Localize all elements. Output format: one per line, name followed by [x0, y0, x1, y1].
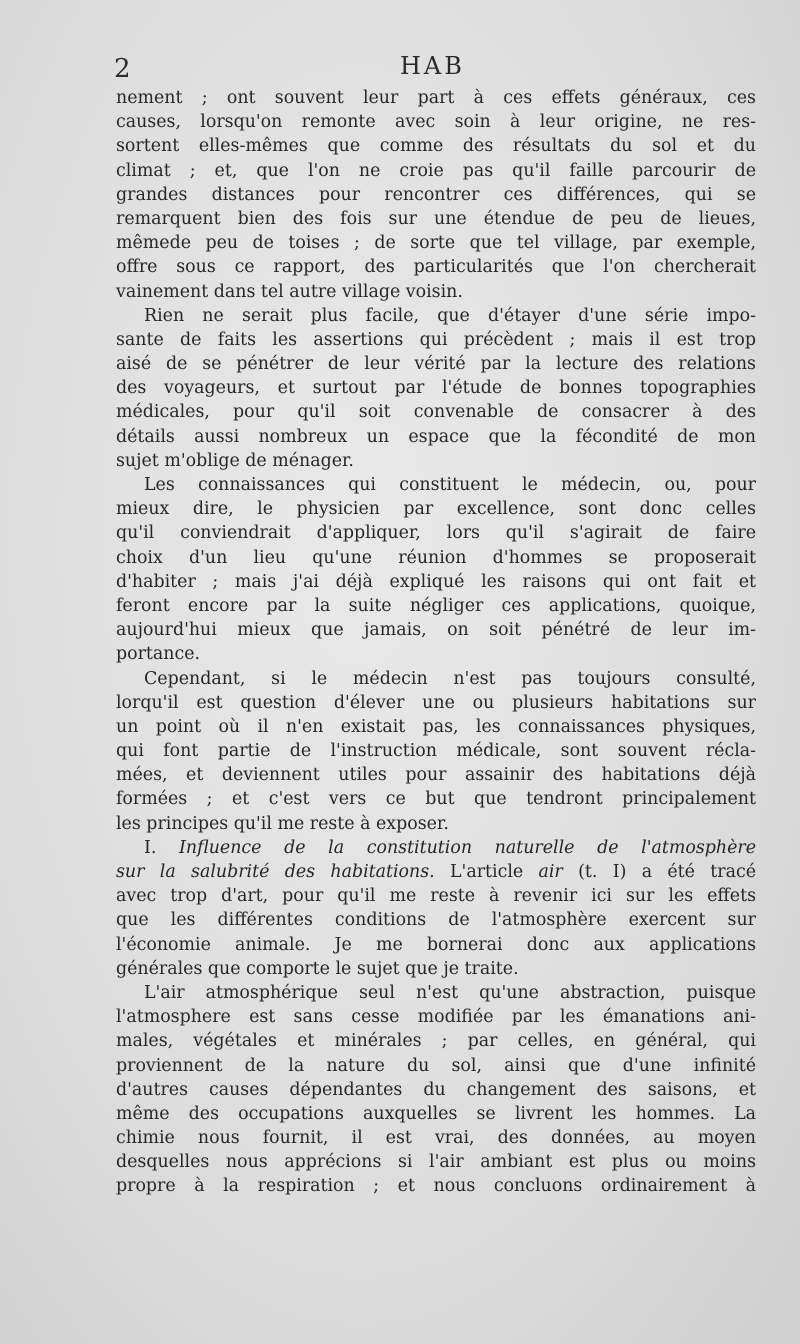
body-text: [116, 86, 756, 1199]
text-line: mées, et deviennent utiles pour assainir des habitations déjà: [116, 765, 756, 786]
text-line: détails aussi nombreux un espace que la fécondité de mon: [116, 426, 756, 447]
text-line: que les différentes conditions de l'atmosphère exercent sur: [116, 910, 756, 931]
italic-text: air: [538, 862, 563, 882]
text-line: mêmede peu de toises ; de sorte que tel village, par exemple,: [116, 233, 756, 254]
text-line: nement ; ont souvent leur part à ces effets généraux, ces: [116, 88, 756, 108]
text-line: proviennent de la nature du sol, ainsi que d'une infinité: [116, 1055, 756, 1076]
text-line: même des occupations auxquelles se livrent les hommes. La: [116, 1103, 756, 1124]
text-line: formées ; et c'est vers ce but que tendront principalement: [116, 789, 756, 810]
text-line: remarquent bien des fois sur une étendue de peu de lieues,: [116, 208, 756, 229]
text-line: sortent elles-mêmes que comme des résultats du sol et du: [116, 136, 756, 157]
text-line: d'autres causes dépendantes du changement des saisons, et: [116, 1079, 756, 1100]
text-line: qu'il conviendrait d'appliquer, lors qu'il s'agirait de faire: [116, 523, 756, 544]
text-line: un point où il n'en existait pas, les connaissances physiques,: [116, 716, 756, 737]
text-line: aisé de se pénétrer de leur vérité par la lecture des relations: [116, 354, 756, 375]
text-line: choix d'un lieu qu'une réunion d'hommes se proposerait: [116, 547, 756, 568]
text-line: L'air atmosphérique seul n'est qu'une abstraction, puisque: [144, 982, 756, 1003]
text-line: d'habiter ; mais j'ai déjà expliqué les raisons qui ont fait et: [116, 571, 756, 592]
text-line: feront encore par la suite négliger ces applications, quoique,: [116, 595, 756, 616]
text-line: grandes distances pour rencontrer ces différences, qui se: [116, 184, 756, 205]
text-line: avec trop d'art, pour qu'il me reste à revenir ici sur les effets: [116, 886, 756, 907]
text-line: climat ; et, que l'on ne croie pas qu'il faille parcourir de: [116, 160, 756, 181]
text-line: médicales, pour qu'il soit convenable de consacrer à des: [116, 402, 756, 423]
page-number: 2: [114, 54, 132, 84]
text-line: vainement dans tel autre village voisin.: [116, 281, 463, 302]
text-line: des voyageurs, et surtout par l'étude de bonnes topographies: [116, 378, 756, 399]
text-line: sante de faits les assertions qui précèdent ; mais il est trop: [116, 329, 756, 350]
text-line: propre à la respiration ; et nous concluons ordinairement à: [116, 1176, 756, 1197]
text-line: lorqu'il est question d'élever une ou plusieurs habitations sur: [116, 692, 756, 713]
text-line: [116, 836, 756, 860]
page-header: [0, 52, 800, 88]
text-line: desquelles nous apprécions si l'air ambiant est plus ou moins: [116, 1152, 756, 1173]
text-segment: . L'article: [429, 862, 539, 882]
italic-text: sur la salubrité des habitations: [116, 862, 430, 882]
text-line: qui font partie de l'instruction médicale, sont souvent récla-: [116, 741, 756, 762]
text-segment: (t. I) a été tracé: [562, 862, 756, 882]
text-line: males, végétales et minérales ; par celles, en général, qui: [116, 1031, 756, 1052]
text-segment: I.: [144, 837, 180, 858]
text-line: les principes qu'il me reste à exposer.: [116, 813, 449, 834]
text-line: mieux dire, le physicien par excellence, sont donc celles: [116, 499, 756, 520]
text-line: générales que comporte le sujet que je traite.: [116, 958, 519, 979]
text-line: [116, 860, 756, 884]
text-line: chimie nous fournit, il est vrai, des données, au moyen: [116, 1128, 756, 1149]
text-line: portance.: [116, 644, 201, 665]
text-line: l'atmosphere est sans cesse modifiée par les émanations ani-: [116, 1007, 756, 1028]
text-line: causes, lorsqu'on remonte avec soin à leur origine, ne res-: [116, 112, 756, 133]
text-line: l'économie animale. Je me bornerai donc aux applications: [116, 934, 756, 955]
text-line: Rien ne serait plus facile, que d'étayer d'une série impo-: [144, 305, 756, 326]
running-head: HAB: [400, 52, 465, 80]
text-line: sujet m'oblige de ménager.: [116, 450, 354, 471]
text-line: Les connaissances qui constituent le médecin, ou, pour: [144, 475, 756, 495]
text-line: offre sous ce rapport, des particularités que l'on chercherait: [116, 257, 756, 278]
text-line: aujourd'hui mieux que jamais, on soit pénétré de leur im-: [116, 620, 756, 641]
italic-text: Influence de la constitution naturelle de l'atmosphère: [179, 837, 756, 858]
text-line: Cependant, si le médecin n'est pas toujours consulté,: [144, 668, 756, 689]
